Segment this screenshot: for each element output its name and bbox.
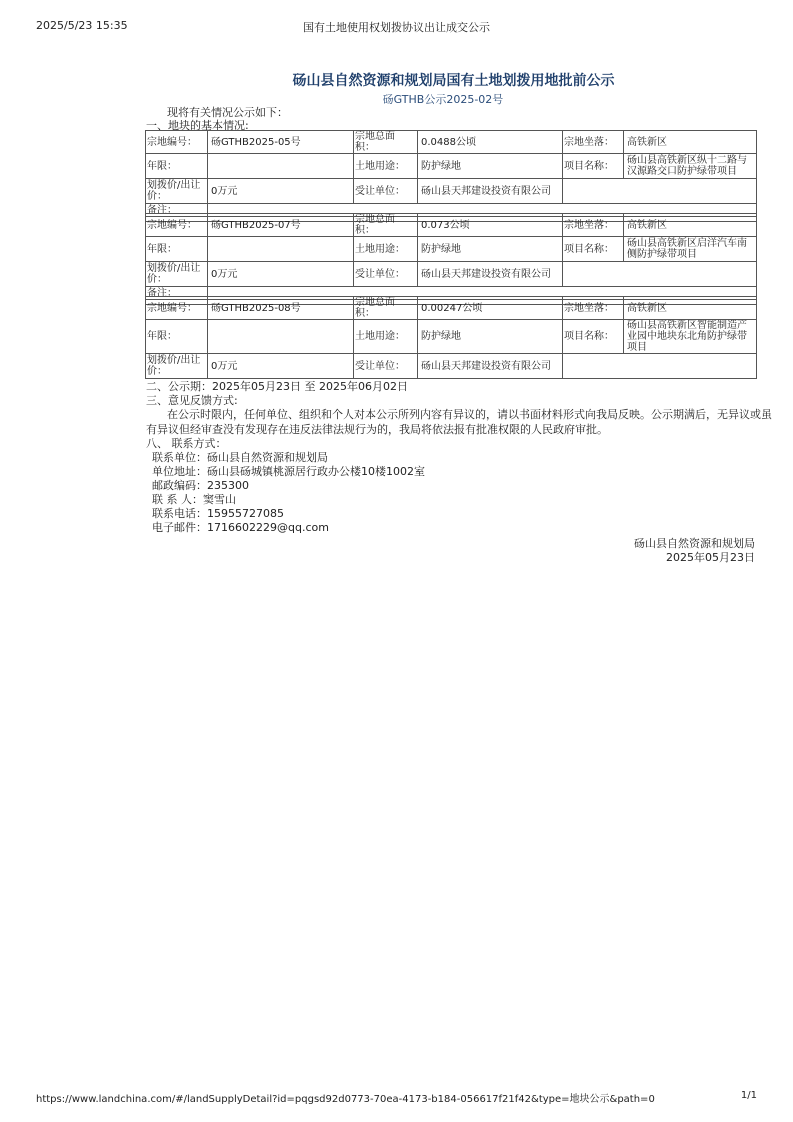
location-value: 高铁新区 [624,214,757,237]
location-label: 宗地坐落： [563,297,624,320]
term-value [208,154,354,179]
parcel-no-value: 砀GTHB2025-08号 [208,297,354,320]
assignee-label: 受让单位： [354,179,418,204]
remarks-label: 备注： [146,287,208,300]
section-parcel-info-heading: 一、地块的基本情况: [146,119,249,132]
project-name-label: 项目名称： [563,237,624,262]
parcel-table-1 [145,130,757,222]
table-row [146,354,757,379]
signature-org: 砀山县自然资源和规划局 [634,537,755,550]
price-value: 0万元 [208,354,354,379]
notice-intro: 现将有关情况公示如下： [167,106,288,119]
land-use-label: 土地用途： [354,237,418,262]
notice-title: 砀山县自然资源和规划局国有土地划拨用地批前公示 [292,73,615,89]
assignee-label: 受让单位： [354,262,418,287]
empty-cell [563,354,757,379]
remarks-label: 备注： [146,204,208,217]
table-row [146,297,757,320]
parcel-no-value: 砀GTHB2025-07号 [208,214,354,237]
land-use-label: 土地用途： [354,320,418,354]
empty-cell [563,179,757,204]
table-row [146,237,757,262]
contact-person: 联 系 人：窦雪山 [152,493,236,506]
feedback-text-line-2: 有异议但经审查没有发现存在违反法律法规行为的，我局将依法报有批准权限的人民政府审批。 [146,423,608,436]
assignee-value: 砀山县天邦建设投资有限公司 [418,354,563,379]
table-row [146,214,757,237]
parcel-no-label: 宗地编号： [146,297,208,320]
project-name-label: 项目名称： [563,320,624,354]
contact-email: 电子邮件：1716602229@qq.com [152,521,329,534]
price-label: 划拨价/出让价： [146,354,208,379]
parcel-no-value: 砀GTHB2025-05号 [208,131,354,154]
price-label: 划拨价/出让价： [146,262,208,287]
total-area-value: 0.073公顷 [418,214,563,237]
term-label: 年限： [146,237,208,262]
location-label: 宗地坐落： [563,214,624,237]
term-label: 年限： [146,320,208,354]
assignee-value: 砀山县天邦建设投资有限公司 [418,262,563,287]
land-use-value: 防护绿地 [418,154,563,179]
total-area-value: 0.00247公顷 [418,297,563,320]
project-name-value: 砀山县高铁新区智能制造产业园中地块东北角防护绿带项目 [624,320,757,354]
contact-postcode: 邮政编码：235300 [152,479,249,492]
contact-unit: 联系单位：砀山县自然资源和规划局 [152,451,328,464]
assignee-label: 受让单位： [354,354,418,379]
table-row [146,154,757,179]
print-datetime: 2025/5/23 15:35 [36,19,128,32]
parcel-no-label: 宗地编号： [146,131,208,154]
parcel-table-3 [145,296,757,379]
page-number: 1/1 [740,1090,757,1101]
project-name-value: 砀山县高铁新区启洋汽车南侧防护绿带项目 [624,237,757,262]
price-value: 0万元 [208,179,354,204]
page-url: https://www.landchina.com/#/landSupplyDetail?id=pqgsd92d0773-70ea-4173-b184-056617f21f42&type=地块公示&path=0 [36,1094,655,1105]
assignee-value: 砀山县天邦建设投资有限公司 [418,179,563,204]
parcel-no-label: 宗地编号： [146,214,208,237]
publicity-period: 二、公示期：2025年05月23日 至 2025年06月02日 [146,380,408,393]
term-value [208,320,354,354]
notice-number: 砀GTHB公示2025-02号 [382,93,504,106]
total-area-label: 宗地总面积： [354,131,418,154]
signature-date: 2025年05月23日 [666,551,755,564]
term-value [208,237,354,262]
table-row [146,262,757,287]
table-row [146,131,757,154]
project-name-value: 砀山县高铁新区纵十二路与汉源路交口防护绿带项目 [624,154,757,179]
table-row [146,320,757,354]
table-row [146,179,757,204]
contact-heading: 八、 联系方式： [146,437,227,450]
price-value: 0万元 [208,262,354,287]
contact-address: 单位地址：砀山县砀城镇桃源居行政办公楼10楼1002室 [152,465,425,478]
parcel-table-2 [145,213,757,305]
price-label: 划拨价/出让价： [146,179,208,204]
land-use-value: 防护绿地 [418,320,563,354]
total-area-label: 宗地总面积： [354,214,418,237]
total-area-value: 0.0488公顷 [418,131,563,154]
land-use-label: 土地用途： [354,154,418,179]
total-area-label: 宗地总面积： [354,297,418,320]
location-label: 宗地坐落： [563,131,624,154]
project-name-label: 项目名称： [563,154,624,179]
land-use-value: 防护绿地 [418,237,563,262]
feedback-heading: 三、意见反馈方式: [146,394,238,407]
contact-phone: 联系电话：15955727085 [152,507,284,520]
location-value: 高铁新区 [624,297,757,320]
location-value: 高铁新区 [624,131,757,154]
term-label: 年限： [146,154,208,179]
feedback-text-line-1: 在公示时限内，任何单位、组织和个人对本公示所列内容有异议的，请以书面材料形式向我局反映。公示期满后，无异议或虽 [167,408,772,421]
empty-cell [563,262,757,287]
print-page-title: 国有土地使用权划拨协议出让成交公示 [303,21,490,34]
